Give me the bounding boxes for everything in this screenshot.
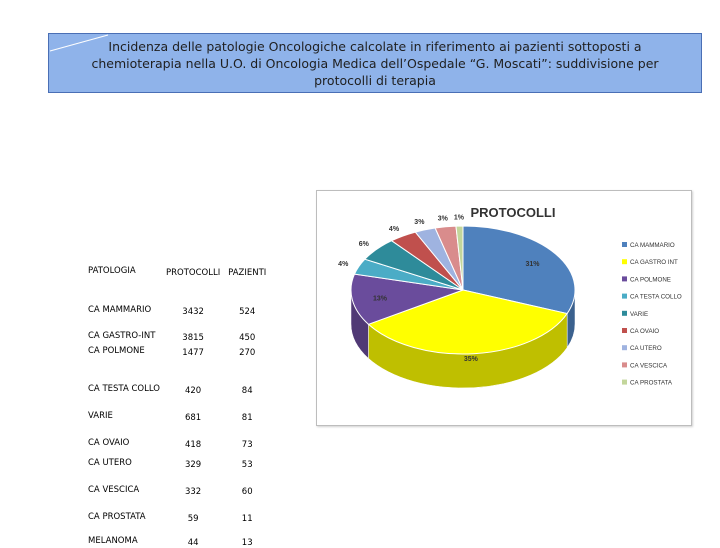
table-cell: CA OVAIO xyxy=(88,438,130,448)
table-row xyxy=(86,470,272,497)
legend-swatch xyxy=(622,345,627,350)
table-cell: 418 xyxy=(184,440,202,450)
legend-swatch xyxy=(622,259,627,264)
table-cell: CA UTERO xyxy=(88,458,132,468)
table-cell: 329 xyxy=(184,460,202,470)
table-row xyxy=(86,343,272,358)
table-header-cell: PAZIENTI xyxy=(228,268,267,278)
table-cell: CA POLMONE xyxy=(88,346,145,356)
table-cell: 11 xyxy=(241,514,253,524)
table-cell: 1477 xyxy=(182,348,204,358)
table-header-cell: PROTOCOLLI xyxy=(166,268,221,278)
table-row xyxy=(86,278,272,317)
legend-entry: CA GASTRO INT xyxy=(630,259,678,267)
legend-entry: CA UTERO xyxy=(630,345,662,353)
table-cell: 60 xyxy=(241,487,253,497)
table-cell: 73 xyxy=(241,440,253,450)
legend-swatch xyxy=(622,294,627,299)
table-row xyxy=(86,423,272,450)
table-cell: CA GASTRO-INT xyxy=(88,331,156,341)
table-cell: 270 xyxy=(239,348,256,358)
table-row xyxy=(86,317,272,343)
table-cell: 53 xyxy=(241,460,253,470)
table-cell: CA MAMMARIO xyxy=(88,305,152,315)
legend-swatch xyxy=(622,276,627,281)
table-cell: 681 xyxy=(184,413,202,423)
pie-data-label: 13% xyxy=(373,295,388,303)
table-cell: 420 xyxy=(184,386,202,396)
table-cell: 332 xyxy=(184,487,202,497)
pie-data-label: 3% xyxy=(414,218,425,226)
chart-title: PROTOCOLLI xyxy=(470,205,556,220)
table-cell: 84 xyxy=(241,386,253,396)
table-row xyxy=(86,450,272,470)
table-row xyxy=(86,524,272,548)
table-cell: 450 xyxy=(239,333,256,343)
protocolli-pie-chart xyxy=(316,190,692,426)
table-cell: 13 xyxy=(241,538,253,548)
legend-swatch xyxy=(622,328,627,333)
pie-data-label: 4% xyxy=(338,260,349,268)
legend-entry: CA OVAIO xyxy=(630,328,660,335)
pie-data-label: 1% xyxy=(453,214,465,222)
table-row xyxy=(86,396,272,423)
pie-data-label: 3% xyxy=(437,215,448,223)
table-cell: MELANOMA xyxy=(88,536,138,546)
table-cell: VARIE xyxy=(88,411,113,421)
table-cell: 524 xyxy=(239,307,256,317)
legend-entry: CA MAMMARIO xyxy=(630,242,675,249)
table-row xyxy=(86,497,272,524)
table-cell: 3815 xyxy=(182,333,204,343)
pie-data-label: 31% xyxy=(525,261,540,269)
table-cell: 3432 xyxy=(182,307,204,317)
table-row xyxy=(86,358,272,396)
title-line-1: Incidenza delle patologie Oncologiche calcolate in riferimento ai pazienti sottoposti a xyxy=(108,39,642,54)
pie-data-label: 6% xyxy=(358,241,369,249)
table-header-cell: PATOLOGIA xyxy=(88,266,136,276)
table-cell: 59 xyxy=(187,514,199,524)
title-line-3: protocolli di terapia xyxy=(314,73,436,88)
legend-entry: CA TESTA COLLO xyxy=(630,293,682,301)
pathology-table xyxy=(86,262,272,548)
legend-entry: CA PROSTATA xyxy=(630,379,672,387)
title-line-2: chemioterapia nella U.O. di Oncologia Medica dell’Ospedale “G. Moscati”: suddivisione per xyxy=(91,56,659,71)
table-cell: CA VESCICA xyxy=(88,485,140,495)
pie-data-label: 35% xyxy=(463,356,478,364)
table-cell: CA TESTA COLLO xyxy=(88,384,160,394)
legend-entry: CA VESCICA xyxy=(630,362,668,370)
legend-swatch xyxy=(622,311,627,316)
legend-swatch xyxy=(622,380,627,385)
legend-swatch xyxy=(622,242,627,247)
legend-entry: VARIE xyxy=(630,310,649,318)
table-cell: 44 xyxy=(187,538,199,548)
legend-entry: CA POLMONE xyxy=(630,276,671,284)
table-header-row xyxy=(86,262,272,278)
table-cell: CA PROSTATA xyxy=(88,512,146,522)
page-title xyxy=(50,38,700,89)
legend-swatch xyxy=(622,362,627,367)
pie-data-label: 4% xyxy=(388,225,400,233)
table-cell: 81 xyxy=(241,413,253,423)
